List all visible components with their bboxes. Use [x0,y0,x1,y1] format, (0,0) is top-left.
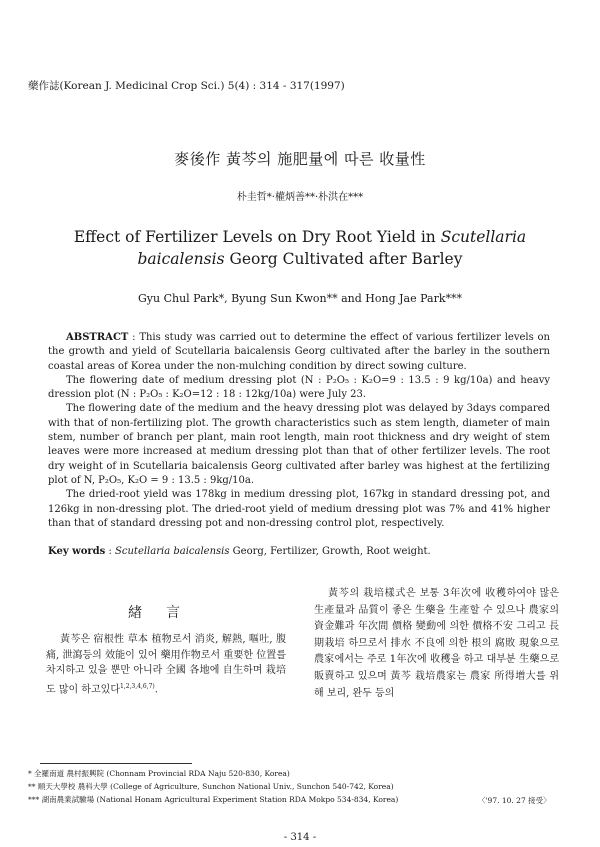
english-title-tail: Georg Cultivated after Barley [224,250,463,268]
journal-citation: 藥作誌(Korean J. Medicinal Crop Sci.) 5(4) : 314 - 317(1997) [28,80,345,92]
intro-left-column [46,580,286,698]
keywords-label: Key words [48,546,106,557]
keywords-species: Scutellaria baicalensis [115,546,230,557]
intro-refs: 1,2,3,4,6,7) [119,682,155,690]
intro-text: 黃芩은 宿根性 草本 植物로서 消炎, 解熱, 嘔吐, 腹痛, 泄瀉등의 效能이 있어 藥用作物로서 重要한 位置를 차지하고 있을 뿐만 아니라 全國 各地에 自生하며 栽培도 많이 하고있다 [46,634,286,696]
keywords-rest: Georg, Fertilizer, Growth, Root weight. [229,546,431,557]
abstract [48,331,550,531]
intro-right-column [314,586,559,702]
english-title-head: Effect of Fertilizer Levels on Dry Root Yield in [73,228,441,246]
english-title [40,226,560,270]
korean-title: 麥後作 黃芩의 施肥量에 따른 收量性 [174,150,426,168]
english-authors: Gyu Chul Park*, Byung Sun Kwon** and Hong Jae Park*** [138,292,462,305]
keywords-sep: : [105,546,116,557]
footnote-rule [40,763,192,764]
abstract-text-1: : This study was carried out to determine the effect of various fertilizer levels on the growth and yield of Scutellaria baicalensis Georg cultivated after the barley in the southern coastal areas of Korea under the non-mulching condition by direct sowing culture. [48,332,550,372]
abstract-para-3: The flowering date of the medium and the heavy dressing plot was delayed by 3days compared with that of non-fertilizing plot. The growth characteristics such as stem length, diameter of main stem, number of branch per plant, main root length, main root thickness and dry weight of stem leaves were more increased at medium dressing plot than that of other fertilizer levels. The root dry weight of in Scutellaria baicalensis Georg cultivated after barley was highest at the fertilizing plot of N, P₂O₅, K₂O = 9 : 13.5 : 9kg/10a. [48,403,550,486]
abstract-para-2: The flowering date of medium dressing plot (N : P₂O₅ : K₂O=9 : 13.5 : 9 kg/10a) and heavy dression plot (N : P₂O₅ : K₂O=12 : 18 : 12kg/10a) were July 23. [48,374,550,401]
abstract-para-1 [48,331,550,374]
footnote-3: *** 湖南農業試驗場 (National Honam Agricultural Experiment Station RDA Mokpo 534-834, Korea) [28,795,399,804]
intro-end: . [154,684,158,696]
abstract-para-4: The dried-root yield was 178kg in medium dressing plot, 167kg in standard dressing pot, and 126kg in non-dressing plot. The dried-root yield of medium dressing plot was 7% and 41% higher than that of standard dressing pot and non-dressing control plot, respectively. [48,489,550,529]
abstract-label: ABSTRACT [66,332,129,343]
english-title-species: Scutellaria baicalensis [137,228,527,268]
intro-heading: 緖言 [128,605,204,621]
korean-authors: 朴圭哲*·權炳善**·朴洪在*** [236,192,364,203]
received-date: 〈'97. 10. 27 接受〉 [478,796,551,805]
footnote-1: * 全羅南道 農村振興院 (Chonnam Provincial RDA Naju 520-830, Korea) [28,769,290,778]
intro-right-paragraph: 黃芩의 栽培樣式은 보통 3年次에 收穫하여야 많은 生產量과 品質이 좋은 生藥을 生產할 수 있으나 農家의 資金難과 年次間 價格 變動에 의한 價格不安 그리고 長期栽培 하므로서 排水 不良에 의한 根의 腐敗 現象으로 農家에서는 주로 1年次에 收穫을 하고 대부분 生藥으로 販賣하고 있으며 黃芩 栽培農家는 農家 所得增大를 위해 보리, 완두 등의 [314,588,559,699]
intro-paragraph [46,632,286,698]
page-number: - 314 - [283,832,317,843]
keywords [48,546,550,557]
footnote-2: ** 順天大學校 農科大學 (College of Agriculture, Sunchon National Univ., Sunchon 540-742, Korea) [28,782,394,791]
